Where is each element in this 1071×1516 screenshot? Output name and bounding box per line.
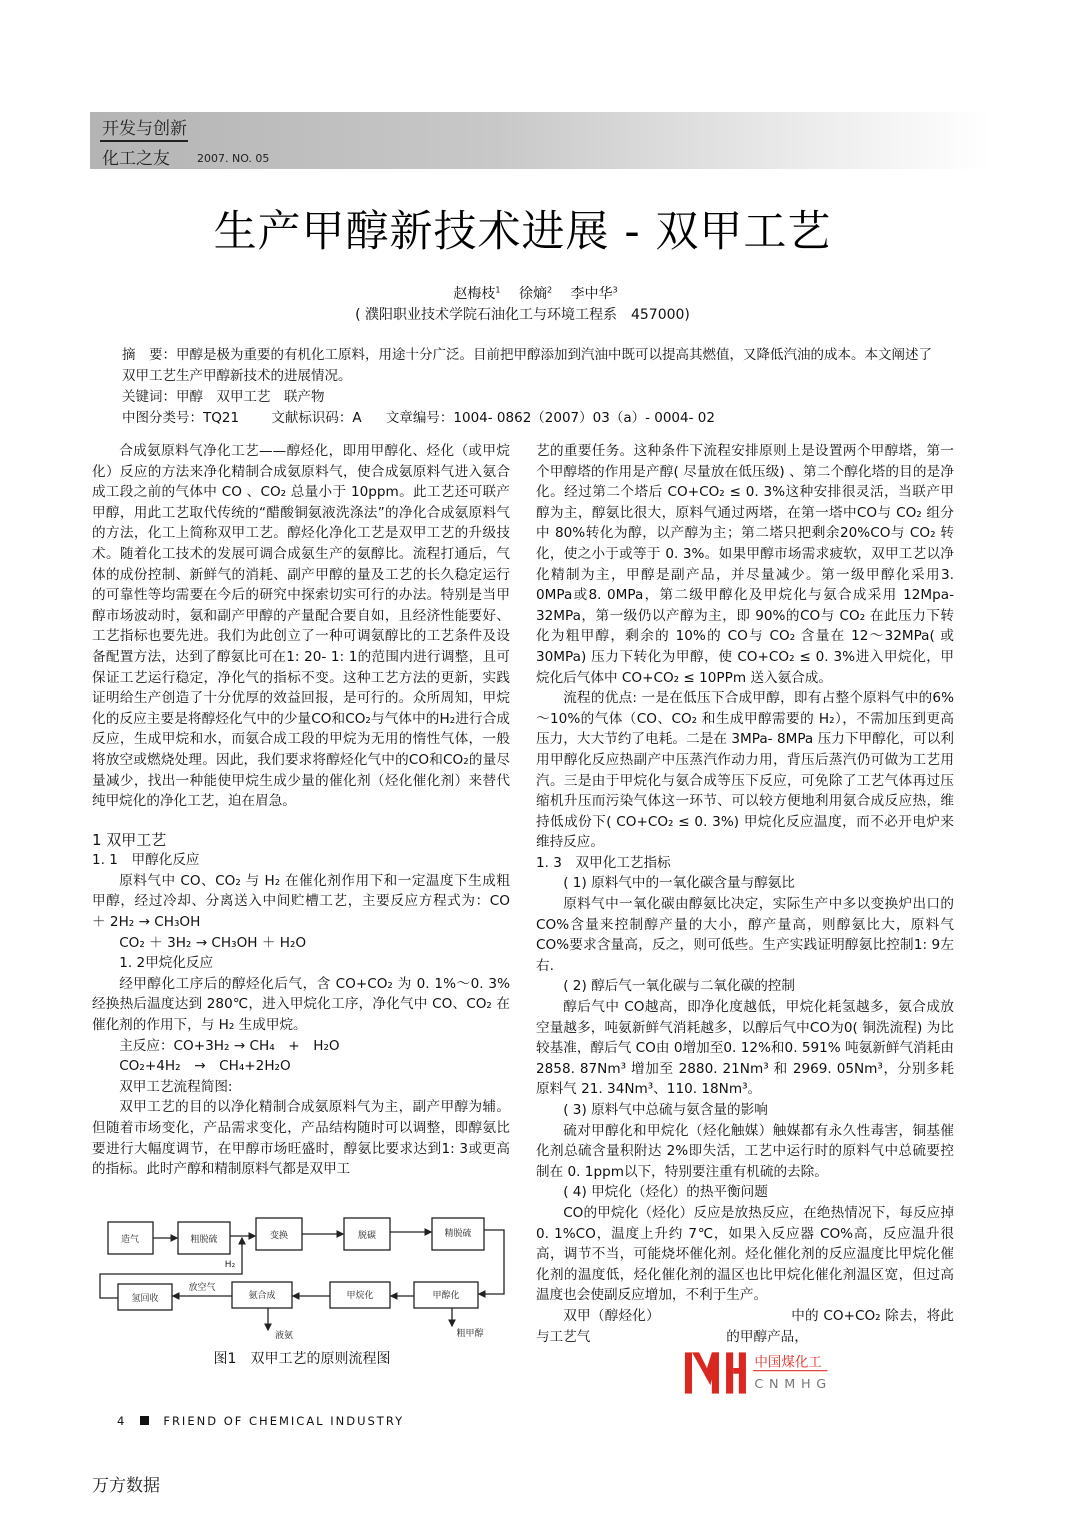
author-name: 赵梅枝 bbox=[453, 286, 496, 302]
equation: 主反应：CO+3H₂ → CH₄ + H₂O bbox=[119, 1037, 340, 1054]
subheading: ( 1) 原料气中的一氧化碳含量与醇氨比 bbox=[563, 875, 795, 892]
author-name: 李中华 bbox=[570, 286, 613, 302]
author-mark: 1 bbox=[495, 285, 501, 295]
node-label: 氢回收 bbox=[131, 1294, 159, 1304]
equation: CO₂+4H₂ → CH₄+2H₂O bbox=[119, 1058, 291, 1075]
crude-methanol-label: 粗甲醇 bbox=[456, 1329, 484, 1339]
document-code: 文献标识码：A bbox=[271, 410, 362, 426]
journal-english-name: FRIEND OF CHEMICAL INDUSTRY bbox=[163, 1414, 405, 1428]
subsection-heading: 1. 1 甲醇化反应 bbox=[92, 852, 200, 869]
paragraph: 原料气中 CO、CO₂ 与 H₂ 在催化剂作用下和一定温度下生成粗甲醇，经过冷却、分离送入中间贮槽工艺，主要反应方程式为：CO ＋ 2H₂ → CH₃OH bbox=[92, 872, 510, 931]
left-column bbox=[92, 441, 510, 1180]
figure-caption: 图1 双甲工艺的原则流程图 bbox=[213, 1351, 391, 1367]
section-label: 开发与创新 bbox=[102, 119, 187, 139]
source-watermark: 万方数据 bbox=[92, 1476, 160, 1496]
clc-number: 中图分类号：TQ21 bbox=[122, 410, 240, 426]
header-divider bbox=[100, 140, 188, 142]
figure-intro: 双甲工艺流程简图: bbox=[119, 1078, 233, 1095]
journal-name: 化工之友 bbox=[102, 149, 170, 169]
node-label: 变换 bbox=[269, 1231, 289, 1241]
paragraph: 双甲工艺的目的以净化精制合成氨原料气为主，副产甲醇为辅。但随着市场变化，产品需求变化，产品结构随时可以调整，即醇氨比要进行大幅度调节，在甲醇市场旺盛时，醇氨比要求达到1: 3或更高的指标。此时产醇和精制原料气都是双甲工 bbox=[92, 1099, 510, 1178]
subheading: ( 3) 原料气中总硫与氨含量的影响 bbox=[563, 1102, 768, 1118]
paragraph: 经甲醇化工序后的醇烃化后气，含 CO+CO₂ 为 0. 1%～0. 3% 经换热后温度达到 280℃，进入甲烷化工序，净化气中 CO、CO₂ 在催化剂的作用下，与 H₂ 生成甲烷。 bbox=[92, 975, 510, 1034]
paragraph: 原料气中一氧化碳由醇氨比决定，实际生产中多以变换炉出口的CO%含量来控制醇产量的大小，醇产量高，则醇氨比大，原料气CO%要求含量高，反之，则可低些。生产实践证明醇氨比控制1: 9左右. bbox=[536, 896, 954, 974]
paragraph: 艺的重要任务。这种条件下流程安排原则上是设置两个甲醇塔，第一个甲醇塔的作用是产醇( 尽量放在低压级) 、第二个醇化塔的目的是净化。经过第二个塔后 CO+CO₂ ≤ 0. 3%这种安排很灵活，当联产甲醇为主，醇氨比很大，原料气通过两塔，在第一塔中CO与 CO₂ 组分中 80%转化为醇，以产醇为主；第二塔只把剩余20%CO与 CO₂ 转化，使之小于或等于 0. 3%。如果甲醇市场需求疲软，双甲工艺以净化精制为主，甲醇是副产品，并尽量减少。第一级甲醇化采用3. 0MPa或8. 0MPa，第二级甲醇化及甲烷化与氨合成采用 12Mpa- 32MPa，第一级仍以产醇为主，即 90%的CO与 CO₂ 在此压力下转化为粗甲醇，剩余的 10%的 CO与 CO₂ 含量在 12～32MPa( 或 30MPa) 压力下转化为甲醇，使 CO+CO₂ ≤ 0. 3%进入甲烷化，甲烷化后气体中 CO+CO₂ ≤ 10PPm 送入氨合成。 bbox=[536, 443, 954, 686]
abstract-label: 摘 要： bbox=[122, 347, 176, 363]
abstract-block bbox=[122, 345, 932, 429]
issue-number: 2007. NO. 05 bbox=[197, 152, 270, 165]
paragraph: 醇后气中 CO越高，即净化度越低，甲烷化耗氢越多，氨合成放空量越多，吨氨新鲜气消耗越多，以醇后气中CO为0( 铜洗流程) 为比较基准，醇后气 CO由 0增加至0. 12%和0. 591% 吨氨新鲜气消耗由 2858. 87Nm³ 增加至 2880. 21Nm³ 和 2969. 05Nm³，分别多耗原料气 21. 34Nm³、110. 18Nm³。 bbox=[536, 999, 954, 1098]
node-label: 精脱硫 bbox=[444, 1229, 472, 1239]
author-list bbox=[0, 283, 1071, 303]
paragraph: CO的甲烷化（烃化）反应是放热反应，在绝热情况下，每反应掉 0. 1%CO，温度上升约 7℃，如果入反应器 CO%高，反应温升很高，调节不当，可能烧坏催化剂。烃化催化剂的反应温度比甲烷化催化剂的温度低，烃化催化剂的温区也比甲烷化催化剂温区宽，但过高温度也会使副反应增加，不利于生产。 bbox=[536, 1204, 954, 1304]
paragraph: 流程的优点: 一是在低压下合成甲醇，即有占整个原料气中的6%～10%的气体（CO、CO₂ 和生成甲醇需要的 H₂），不需加压到更高压力，大大节约了电耗。二是在 3MPa- 8MPa 压力下甲醇化，可以利用甲醇化反应热副产中压蒸汽作动力用，背压后蒸汽仍可做为工艺用汽。三是由于甲烷化与氨合成等压下反应，可免除了工艺气体再过压缩机升压而污染气体这一环节、可以较方便地利用氨合成反应热，维持低成份下( CO+CO₂ ≤ 0. 3%) 甲烷化反应温度，而不必开电炉来维持反应。 bbox=[536, 690, 954, 851]
keywords: 关键词：甲醇 双甲工艺 联产物 bbox=[122, 389, 325, 405]
page-footer bbox=[117, 1414, 404, 1428]
node-label: 甲烷化 bbox=[346, 1291, 374, 1301]
page-number: 4 bbox=[117, 1414, 127, 1428]
node-label: 氨合成 bbox=[248, 1291, 276, 1301]
cnmhg-watermark-logo bbox=[668, 1351, 848, 1395]
paragraph: 硫对甲醇化和甲烷化（烃化触媒）触媒都有永久性毒害，铜基催化剂总硫含量积附达 2%即失活，工艺中运行时的原料气中总硫要控制在 0. 1ppm以下，特别要注重有机硫的去除。 bbox=[536, 1122, 954, 1180]
affiliation: ( 濮阳职业技术学院石油化工与环境工程系 457000) bbox=[355, 307, 690, 323]
square-bullet-icon bbox=[140, 1416, 149, 1425]
node-label: 造气 bbox=[120, 1235, 140, 1245]
equation: CO₂ ＋ 3H₂ → CH₃OH ＋ H₂O bbox=[119, 934, 307, 951]
author-mark: 2 bbox=[546, 285, 553, 295]
article-title: 生产甲醇新技术进展 - 双甲工艺 bbox=[213, 207, 832, 257]
article-number: 文章编号：1004- 0862（2007）03（a）- 0004- 02 bbox=[385, 410, 715, 426]
node-label: 粗脱硫 bbox=[190, 1235, 218, 1245]
liquid-ammonia-label: 液氨 bbox=[274, 1331, 294, 1341]
right-column bbox=[536, 441, 954, 1395]
section-heading: 1 双甲工艺 bbox=[92, 830, 167, 849]
watermark-cn: 中国煤化工 bbox=[754, 1354, 822, 1371]
author-mark: 3 bbox=[612, 285, 618, 295]
watermark-en: CNMHG bbox=[754, 1377, 832, 1393]
subsection-heading: 1. 3 双甲化工艺指标 bbox=[536, 854, 671, 871]
paragraph: 双甲（醇烃化） 中的 CO+CO₂ 除去，将此与工艺气 的甲醇产品， bbox=[536, 1307, 954, 1345]
classification-row bbox=[122, 408, 932, 429]
subheading: ( 2) 醇后气一氧化碳与二氧化碳的控制 bbox=[563, 978, 795, 995]
author-name: 徐熵 bbox=[518, 286, 547, 302]
purge-gas-label: 放空气 bbox=[188, 1283, 216, 1293]
node-label: 甲醇化 bbox=[432, 1291, 460, 1301]
subsection-heading: 1. 2甲烷化反应 bbox=[119, 955, 214, 972]
node-label: 脱碳 bbox=[357, 1231, 377, 1241]
paragraph: 合成氨原料气净化工艺——醇烃化，即用甲醇化、烃化（或甲烷化）反应的方法来净化精制合成氨原料气，使合成氨原料气进入氨合成工段之前的气体中 CO 、CO₂ 总量小于 10ppm。此工艺还可联产甲醇，用此工艺取代传统的“醋酸铜氨液洗涤法”的净化合成氨原料气的方法，化工上简称双甲工艺。醇烃化净化工艺是双甲工艺的升级技术。随着化工技术的发展可调合成氨生产的氨醇比。流程打通后，气体的成份控制、新鲜气的消耗、副产甲醇的量及工艺的长久稳定运行的可靠性等均需要在今后的研究中探索切实可行的办法。特别是当甲醇市场波动时，氨和副产甲醇的产量配合要自如，且经济性能要好、工艺指标也要先进。我们为此创立了一种可调氨醇比的工艺条件及设备配置方法，达到了醇氨比可在1: 20- 1: 1的范围内进行调整，且可保证工艺运行稳定，净化气的指标不变。这种工艺方法的更新，实践证明给生产创造了十分优厚的效益回报，是可行的。众所周知，甲烷化的反应主要是将醇烃化气中的少量CO和CO₂与气体中的H₂进行合成反应，生成甲烷和水，而氨合成工段的甲烷为无用的惰性气体，一般将放空或燃烧处理。因此，我们要求将醇烃化气中的CO和CO₂的量尽量减少，找出一种能使甲烷生成少量的催化剂（烃化催化剂）来替代纯甲烷化的净化工艺，迫在眉急。 bbox=[92, 443, 510, 810]
abstract-text: 甲醇是极为重要的有机化工原料，用途十分广泛。目前把甲醇添加到汽油中既可以提高其燃值，又降低汽油的成本。本文阐述了双甲工艺生产甲醇新技术的进展情况。 bbox=[122, 347, 932, 384]
h2-label: H₂ bbox=[224, 1260, 236, 1270]
abstract bbox=[122, 345, 932, 387]
subheading: ( 4) 甲烷化（烃化）的热平衡问题 bbox=[563, 1184, 768, 1201]
journal-header-band bbox=[90, 112, 990, 169]
